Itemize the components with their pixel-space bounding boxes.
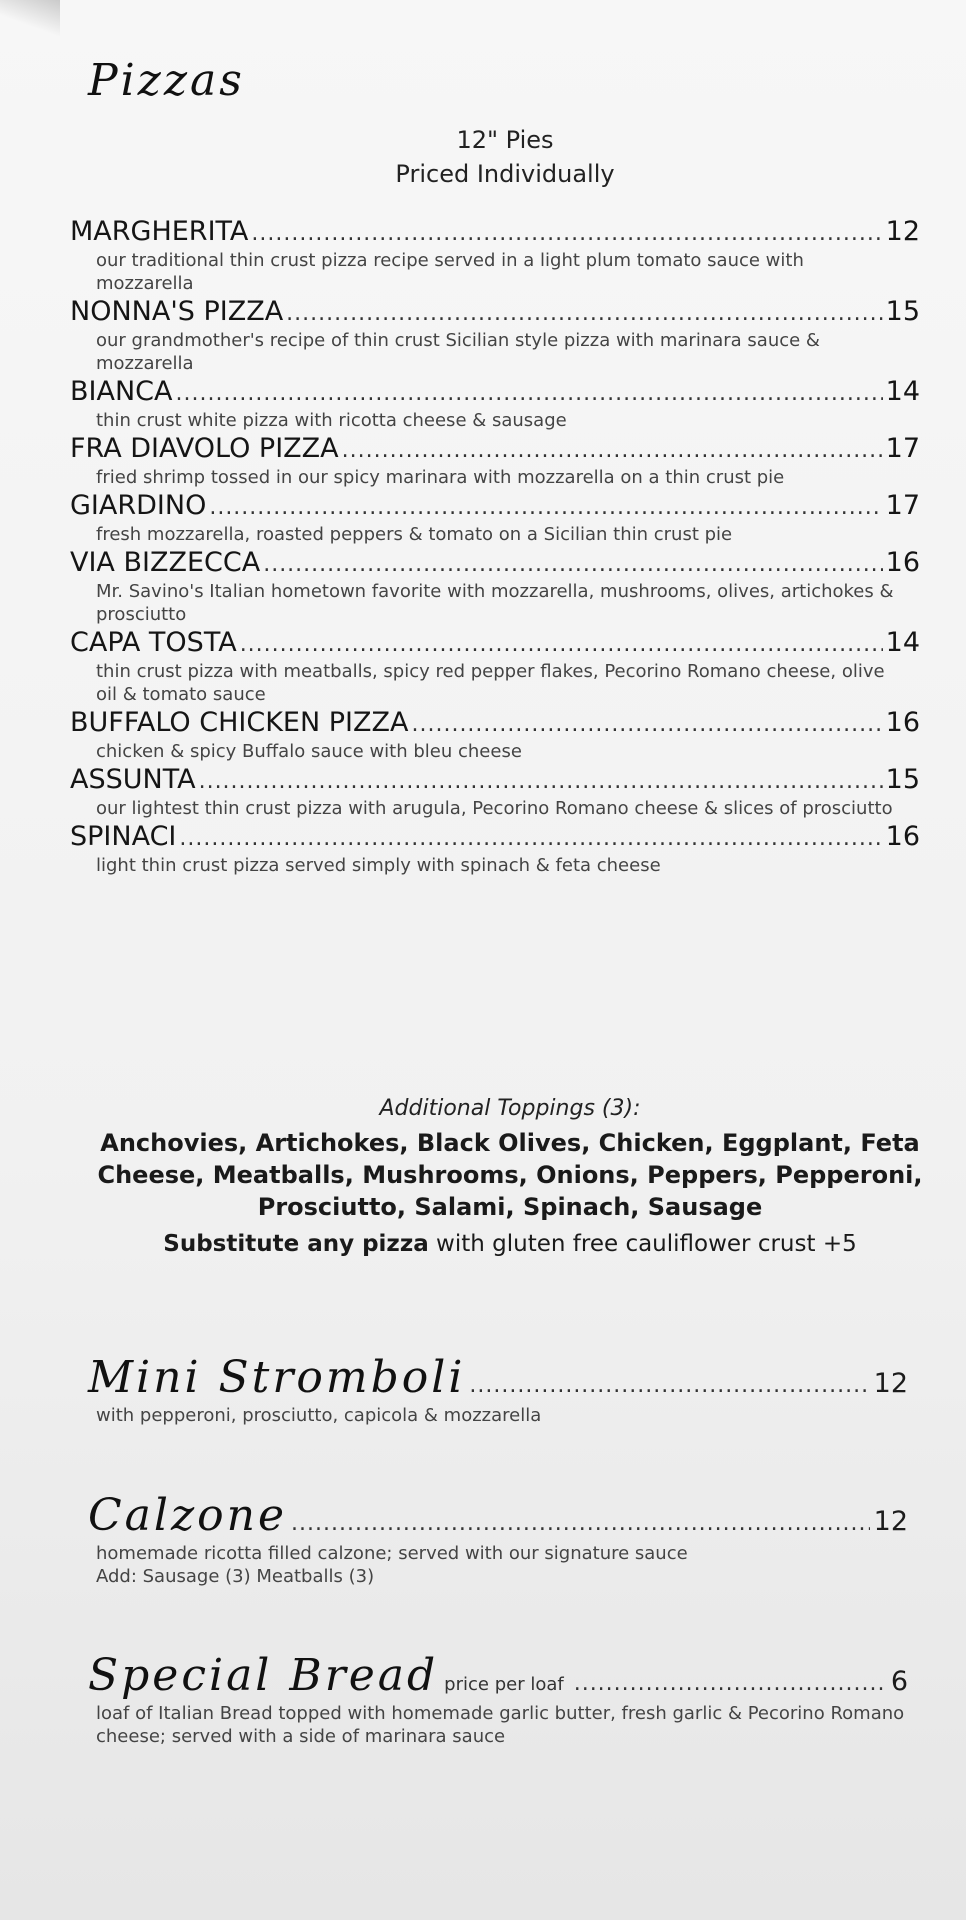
item-price: 16: [885, 707, 920, 738]
item-price: 12: [873, 1368, 908, 1399]
item-description: our traditional thin crust pizza recipe served in a light plum tomato sauce with mozzarella: [96, 250, 804, 294]
dot-leader: [209, 491, 882, 525]
item-name: Special Bread: [88, 1650, 439, 1701]
item-description: fresh mozzarella, roasted peppers & tomato on a Sicilian thin crust pie: [96, 524, 733, 545]
dot-leader: [179, 822, 882, 856]
item-description: thin crust pizza with meatballs, spicy red pepper flakes, Pecorino Romano cheese, olive oil & tomato sauce: [96, 661, 885, 705]
menu-item-via-bizzecca: [70, 546, 920, 626]
item-name: Calzone: [88, 1490, 288, 1541]
menu-item-margherita: [70, 215, 920, 295]
dot-leader: [175, 377, 882, 411]
substitute-price: +5: [822, 1231, 857, 1257]
item-name: CAPA TOSTA: [70, 627, 237, 658]
item-name: MARGHERITA: [70, 216, 249, 247]
item-name: ASSUNTA: [70, 764, 196, 795]
item-name: BIANCA: [70, 376, 173, 407]
menu-item-special-bread: [88, 1650, 908, 1748]
menu-item-giardino: [70, 489, 920, 546]
item-description: our lightest thin crust pizza with arugula, Pecorino Romano cheese & slices of prosciutto: [96, 798, 893, 819]
dot-leader: [251, 217, 882, 251]
additional-toppings: [60, 1096, 960, 1257]
item-description: our grandmother's recipe of thin crust Sicilian style pizza with marinara sauce & mozzarella: [96, 330, 820, 374]
menu-item-fra-diavolo-pizza: [70, 432, 920, 489]
dot-leader: [342, 434, 883, 468]
item-price: 17: [885, 490, 920, 521]
item-description: homemade ricotta filled calzone; served with our signature sauce: [96, 1543, 688, 1564]
menu-item-spinaci: [70, 820, 920, 877]
pizza-list: [70, 215, 920, 877]
item-description: light thin crust pizza served simply with spinach & feta cheese: [96, 855, 661, 876]
item-price: 14: [885, 376, 920, 407]
item-name: BUFFALO CHICKEN PIZZA: [70, 707, 409, 738]
item-price: 15: [885, 296, 920, 327]
dot-leader: [240, 628, 883, 662]
item-description: loaf of Italian Bread topped with homemade garlic butter, fresh garlic & Pecorino Romano cheese; served with a side of marinara sauce: [96, 1703, 905, 1747]
item-price: 16: [885, 547, 920, 578]
toppings-list: Anchovies, Artichokes, Black Olives, Chicken, Eggplant, Feta Cheese, Meatballs, Mushrooms, Onions, Peppers, Pepperoni, Prosciutto, Salami, Spinach, Sausage: [97, 1129, 923, 1221]
menu-item-mini-stromboli: [88, 1352, 908, 1427]
dot-leader: [286, 297, 882, 331]
substitute-text: with gluten free cauliflower crust: [436, 1231, 816, 1257]
item-price: 6: [890, 1666, 908, 1697]
item-name: GIARDINO: [70, 490, 207, 521]
item-description: thin crust white pizza with ricotta cheese & sausage: [96, 410, 567, 431]
item-name: VIA BIZZECCA: [70, 547, 261, 578]
menu-item-nonnas-pizza: [70, 295, 920, 375]
dot-leader: [199, 765, 883, 799]
dot-leader: [263, 548, 882, 582]
section-title: Pizzas: [88, 55, 245, 106]
item-name: SPINACI: [70, 821, 177, 852]
pie-size-label: 12" Pies: [456, 126, 554, 154]
menu-item-capa-tosta: [70, 626, 920, 706]
pricing-note: Priced Individually: [395, 160, 615, 188]
substitute-bold-text: Substitute any pizza: [163, 1231, 429, 1257]
item-addons: Add: Sausage (3) Meatballs (3): [96, 1566, 375, 1587]
item-price: 12: [873, 1506, 908, 1537]
item-price: 15: [885, 764, 920, 795]
item-description: with pepperoni, prosciutto, capicola & mozzarella: [96, 1405, 542, 1426]
dot-leader: [411, 708, 882, 742]
menu-item-assunta: [70, 763, 920, 820]
menu-item-bianca: [70, 375, 920, 432]
item-description: chicken & spicy Buffalo sauce with bleu cheese: [96, 741, 522, 762]
additional-toppings-heading: Additional Toppings (3):: [379, 1096, 641, 1121]
item-name: Mini Stromboli: [88, 1352, 466, 1403]
item-description: fried shrimp tossed in our spicy marinara with mozzarella on a thin crust pie: [96, 467, 785, 488]
page-fold-shadow: [0, 0, 60, 40]
price-per-loaf-note: price per loaf: [444, 1674, 564, 1695]
item-price: 16: [885, 821, 920, 852]
substitute-crust-note: [60, 1231, 960, 1257]
item-price: 12: [885, 216, 920, 247]
item-description: Mr. Savino's Italian hometown favorite with mozzarella, mushrooms, olives, artichokes & prosciutto: [96, 581, 894, 625]
menu-item-buffalo-chicken-pizza: [70, 706, 920, 763]
item-name: FRA DIAVOLO PIZZA: [70, 433, 339, 464]
menu-item-calzone: [88, 1490, 908, 1588]
item-name: NONNA'S PIZZA: [70, 296, 284, 327]
item-price: 17: [885, 433, 920, 464]
item-price: 14: [885, 627, 920, 658]
